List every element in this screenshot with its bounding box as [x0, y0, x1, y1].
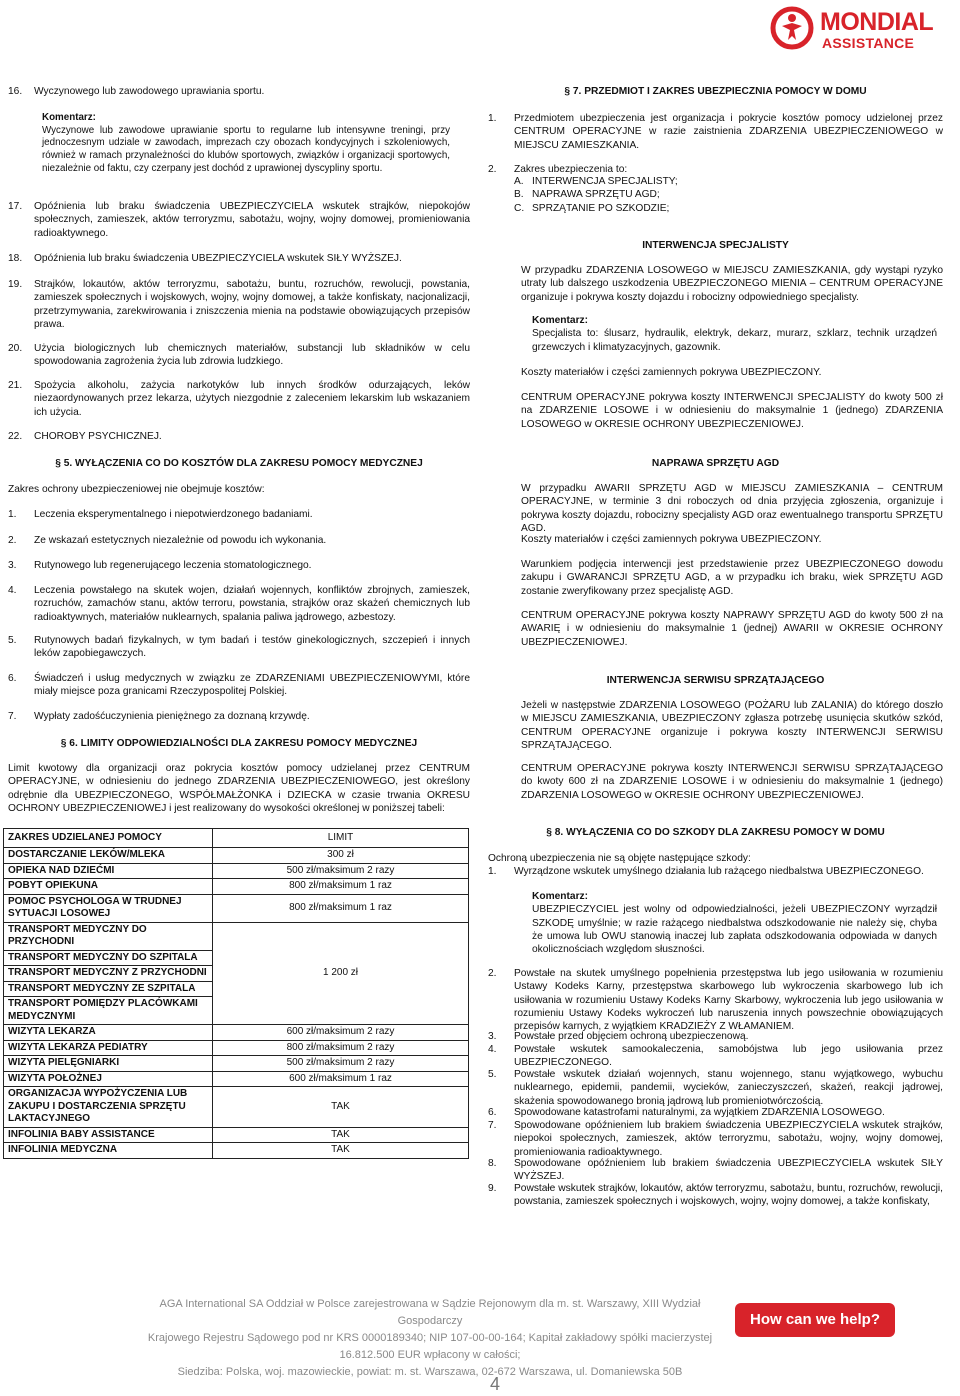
section-6-text: Limit kwotowy dla organizacji oraz pokrycia kosztów pomocy udzielanej przez CENTRUM OPERACYJNE, w odniesieniu do jednego ZDARZENIA UBEZPIECZENIOWEGO, jest określony odrębnie dla UBEZPIECZONEGO, WSPÓŁMAŁŻONKA i DZIECKA w czasie trwania OKRESU OCHRONY UBEZPIECZENIOWEJ i jest realizowany do wysokości określonej w poniższej tabeli: [8, 763, 470, 814]
cleaning-p2: CENTRUM OPERACYJNE pokrywa koszty INTERWENCJI SERWISU SPRZĄTAJĄCEGO do kwoty 600 zł na ZDARZENIE LOSOWE i w odniesieniu do maksymalnie 1 (jednego) ZDARZENIA LOSOWEGO w OKRESIE OCHRONY UBEZPIECZENIOWEJ. [521, 763, 943, 801]
section-7-item: 2. Zakres ubezpieczenia to: [488, 164, 628, 175]
specialist-p3: CENTRUM OPERACYJNE pokrywa koszty INTERWENCJI SPECJALISTY do kwoty 500 zł na ZDARZENIE LOSOWE i w odniesieniu do maksymalnie 1 (jednego) ZDARZENIA LOSOWEGO w OKRESIE OCHRONY UBEZPIECZENIOWEJ. [521, 392, 943, 430]
section-8-item: 4. Powstałe wskutek samookaleczenia, samobójstwa lub jego usiłowania przez UBEZPIECZONEGO. [488, 1044, 943, 1069]
agd-p2: Koszty materiałów i części zamiennych pokrywa UBEZPIECZONY. [521, 534, 822, 545]
section-8-item: 8. Spowodowane opóźnieniem lub brakiem świadczenia UBEZPIECZYCIELA wskutek SIŁY WYŻSZEJ. [488, 1158, 943, 1183]
table-row: WIZYTA POŁOŻNEJ 600 zł/maksimum 1 raz [4, 1071, 469, 1087]
section-5-item: 6. Świadczeń i usług medycznych w związku ze ZDARZENIAMI UBEZPIECZENIOWYMI, które miały miejsce poza granicami Rzeczypospolitej Polskiej. [8, 673, 470, 698]
table-row: WIZYTA LEKARZA PEDIATRY 800 zł/maksimum 2 razy [4, 1040, 469, 1056]
comment-specialist: Komentarz: Specjalista to: ślusarz, hydraulik, elektryk, dekarz, murarz, szklarz, technik urządzeń grzewczych i klimatyzacyjnych, gazownik. [532, 315, 937, 353]
section-7-scope-list: A. INTERWENCJA SPECJALISTY; B. NAPRAWA SPRZĘTU AGD; C. SPRZĄTANIE PO SZKODZIE; [514, 176, 678, 214]
logo-sub: ASSISTANCE [822, 35, 915, 51]
table-row: TRANSPORT POMIĘDZY PLACÓWKAMI MEDYCZNYMI [4, 997, 469, 1025]
agd-p1: W przypadku AWARII SPRZĘTU AGD w MIEJSCU ZAMIESZKANIA – CENTRUM OPERACYJNE, w terminie 3 dni roboczych od dnia przyjęcia zgłoszenia, organizuje i pokrywa koszty dojazdu, robocizny specjalisty AGD oraz ewentualnego transportu SPRZĘTU AGD. [521, 483, 943, 534]
section-8-item: 9. Powstałe wskutek strajków, lokautów, aktów terroryzmu, sabotażu, buntu, rozruchów, rewolucji, powstania, zamieszek społecznych i wojskowych, wojny, wojny domowej, a także konfiskaty, [488, 1183, 943, 1208]
section-8-item: 6. Spowodowane katastrofami naturalnymi, za wyjątkiem ZDARZENIA LOSOWEGO. [488, 1107, 885, 1118]
section-5-title: § 5. WYŁĄCZENIA CO DO KOSZTÓW DLA ZAKRESU POMOCY MEDYCZNEJ [55, 458, 423, 469]
table-header-row [4, 829, 469, 848]
table-header-scope: ZAKRES UDZIELANEJ POMOCY [4, 829, 213, 848]
exclusion-item-16: 16. Wyczynowego lub zawodowego uprawiania sportu. [8, 86, 265, 97]
section-8-item: 7. Spowodowane opóźnieniem lub brakiem świadczenia UBEZPIECZYCIELA wskutek strajków, niepokoi społecznych, zamieszek, aktów terroryzmu, sabotażu, wojny, wojny domowej, promieniowania radioaktywnego. [488, 1120, 943, 1158]
section-5-item: 3. Rutynowego lub regenerującego leczenia stomatologicznego. [8, 560, 312, 571]
table-row: ORGANIZACJA WYPOŻYCZENIA LUB ZAKUPU I DOSTARCZENIA SPRZĘTU LAKTACYJNEGO TAK [4, 1087, 469, 1128]
section-8-item: 2. Powstałe na skutek umyślnego popełnienia przestępstwa lub jego usiłowania w rozumieniu Ustawy Kodeks Karny, przestępstwa skarbowego lub wykroczenia skarbowego lub ich usiłowania w rozumieniu Ustawy Kodeks Karny Skarbowy, wykroczenia lub jego usiłowania w rozumieniu Ustawy Kodeks wykroczeń lub naruszenia innych powszechnie obowiązujących przepisów karnych, z wyjątkiem KRADZIEŻY Z WŁAMANIEM. [488, 968, 943, 1032]
exclusion-item-22: 22. CHOROBY PSYCHICZNEJ. [8, 431, 162, 442]
agd-p4: CENTRUM OPERACYJNE pokrywa koszty NAPRAWY SPRZĘTU AGD do kwoty 500 zł na AWARIĘ i w odniesieniu do maksymalnie 1 (jednej) AWARII w OKRESIE OCHRONY UBEZPIECZENIOWEJ. [521, 610, 943, 648]
page-number: 4 [489, 1374, 500, 1394]
section-8-item: 5. Powstałe wskutek działań wojennych, stanu wojennego, stanu wyjątkowego, wybuchu nuklearnego, epidemii, pandemii, wycieków, zanieczyszczeń, skażeń, reakcji jądrowej, skażenia spowodowanego bronią jądrową lub promieniotwórczością. [488, 1069, 943, 1107]
help-button[interactable]: How can we help? [735, 1303, 895, 1337]
section-5-item: 5. Rutynowych badań fizykalnych, w tym badań i testów ginekologicznych, szczepień i innych leków zapobiegawczych. [8, 635, 470, 660]
section-5-item: 7. Wypłaty zadośćuczynienia pieniężnego za doznaną krzywdę. [8, 711, 310, 722]
table-row: WIZYTA LEKARZA 600 zł/maksimum 2 razy [4, 1025, 469, 1041]
section-8-item: 3. Powstałe przed objęciem ochroną ubezpieczenową. [488, 1031, 749, 1042]
specialist-p1: W przypadku ZDARZENIA LOSOWEGO w MIEJSCU ZAMIESZKANIA, gdy wystąpi ryzyko utraty lub dalszego uszkodzenia UBEZPIECZONEGO MIENIA – CENTRUM OPERACYJNE organizuje i pokrywa koszty dojazdu i robocizny odpowiedniego specjalisty. [521, 265, 943, 303]
table-row: WIZYTA PIELĘGNIARKI 500 zł/maksimum 2 razy [4, 1056, 469, 1072]
table-row: INFOLINIA MEDYCZNA TAK [4, 1143, 469, 1159]
section-8-title: § 8. WYŁĄCZENIA CO DO SZKODY DLA ZAKRESU POMOCY W DOMU [546, 827, 885, 838]
table-row: TRANSPORT MEDYCZNY DO PRZYCHODNI 1 200 zł [4, 922, 469, 950]
legal-footer: AGA International SA Oddział w Polsce zarejestrowana w Sądzie Rejonowym dla m. st. Warszawy, XIII Wydział Gospodarczy Krajowego Rejestru Sądowego pod nr KRS 0000189340; NIP 107-00-00-164; Kapitał zakładowy spółki macierzystej 16.812.500 EUR wpłacony w całości; Siedziba: Polska, woj. mazowieckie, powiat: m. st. Warszawa, 02-672 Warszawa, ul. Domaniewska 50B [147, 1298, 713, 1379]
exclusion-item-18: 18. Opóźnienia lub braku świadczenia UBEZPIECZYCIELA wskutek SIŁY WYŻSZEJ. [8, 253, 402, 264]
table-header-limit: LIMIT [213, 829, 469, 848]
table-row: OPIEKA NAD DZIEĆMI 500 zł/maksimum 2 razy [4, 863, 469, 879]
section-5-item: 4. Leczenia powstałego na skutek wojen, działań wojennych, konfliktów zbrojnych, zamieszek, rozruchów, zamachów stanu, aktów terroru, powstania, strajków oraz skażeń chemicznych lub radioaktywnych, materiałów nuklearnych, spalania paliwa jądrowego, azbestozy. [8, 585, 470, 623]
table-row: DOSTARCZANIE LEKÓW/MLEKA 300 zł [4, 848, 469, 864]
section-8-item: 1. Wyrządzone wskutek umyślnego działania lub rażącego niedbalstwa UBEZPIECZONEGO. [488, 866, 924, 877]
exclusion-item-19: 19. Strajków, lokautów, aktów terroryzmu, sabotażu, buntu, rozruchów, rewolucji, powstania, zamieszek społecznych i wojskowych, wojny, wojny domowej, a także konfiskaty, nacjonalizacji, przetrzymywania, zarekwirowania i zniszczenia mienia na podstawie obowiązujących przepisów prawa. [8, 279, 470, 330]
exclusion-item-21: 21. Spożycia alkoholu, zażycia narkotyków lub innych środków odurzających, leków niezaordynowanych przez lekarza, użytych niezgodnie z zaleceniem lekarskim lub wskazaniem ich użycia. [8, 380, 470, 418]
logo-mark-icon [770, 6, 814, 50]
table-row: POBYT OPIEKUNA 800 zł/maksimum 1 raz [4, 879, 469, 895]
table-row: TRANSPORT MEDYCZNY DO SZPITALA [4, 950, 469, 966]
section-7-title: § 7. PRZEDMIOT I ZAKRES UBEZPIECZNIA POMOCY W DOMU [564, 86, 867, 97]
agd-title: NAPRAWA SPRZĘTU AGD [651, 458, 780, 469]
exclusion-item-20: 20. Użycia biologicznych lub chemicznych materiałów, substancji lub składników w celu spowodowania zagrożenia życia lub zdrowia ludzkiego. [8, 343, 470, 368]
section-5-item: 2. Ze wskazań estetycznych niezależnie od powodu ich wykonania. [8, 535, 327, 546]
cleaning-title: INTERWENCJA SERWISU SPRZĄTAJĄCEGO [606, 675, 825, 686]
limits-table [3, 828, 469, 1159]
exclusion-item-17: 17. Opóźnienia lub braku świadczenia UBEZPIECZYCIELA wskutek strajków, niepokojów społecznych, zamieszek, aktów terroryzmu, sabotażu, wojny, wojny domowej, promieniowania radioaktywnego. [8, 201, 470, 239]
section-8-intro: Ochroną ubezpieczenia nie są objęte następujące szkody: [488, 853, 751, 864]
section-6-title: § 6. LIMITY ODPOWIEDZIALNOŚCI DLA ZAKRESU POMOCY MEDYCZNEJ [60, 738, 418, 749]
comment-intent: Komentarz: UBEZPIECZYCIEL jest wolny od odpowiedzialności, jeżeli UBEZPIECZONY wyrządził SZKODĘ umyślnie; w razie rażącego niedbalstwa odszkodowanie nie należy się, chyba że umowa lub OWU stanowią inaczej lub zapłata odszkodowania odpowiada w danych okolicznościach względom słuszności. [532, 891, 937, 955]
table-row: INFOLINIA BABY ASSISTANCE TAK [4, 1127, 469, 1143]
specialist-p2: Koszty materiałów i części zamiennych pokrywa UBEZPIECZONY. [521, 367, 822, 378]
agd-p3: Warunkiem podjęcia interwencji jest przedstawienie przez UBEZPIECZONEGO dowodu zakupu i GWARANCJI SPRZĘTU AGD, a w przypadku ich braku, wiek SPRZĘTU AGD zostanie zweryfikowany przez specjalistę AGD. [521, 559, 943, 597]
specialist-title: INTERWENCJA SPECJALISTY [642, 240, 789, 251]
mondial-logo [770, 6, 955, 54]
cleaning-p1: Jeżeli w następstwie ZDARZENIA LOSOWEGO (POŻARU lub ZALANIA) do którego doszło w MIEJSCU ZAMIESZKANIA, UBEZPIECZONY zgłasza potrzebę usunięcia skutków szkód, CENTRUM OPERACYJNE organizuje i pokrywa koszty INTERWENCJI SERWISU SPRZĄTAJĄCEGO. [521, 700, 943, 751]
section-5-item: 1. Leczenia eksperymentalnego i niepotwierdzonego badaniami. [8, 509, 313, 520]
comment-sport: Komentarz: Wyczynowe lub zawodowe uprawianie sportu to regularne lub intensywne treningi, przy jednoczesnym udziale w zawodach, imprezach czy obozach kondycyjnych i szkoleniowych, również w ramach przynależności do klubów sportowych, związków i organizacji sportowych, niezależnie od faktu, czy czerpany jest dochód z uprawionej dyscypliny sportu. [42, 112, 450, 174]
section-5-intro: Zakres ochrony ubezpieczeniowej nie obejmuje kosztów: [8, 484, 265, 495]
table-row: POMOC PSYCHOLOGA W TRUDNEJ SYTUACJI LOSOWEJ 800 zł/maksimum 1 raz [4, 894, 469, 922]
logo-brand: MONDIAL [820, 8, 934, 36]
section-7-item: 1. Przedmiotem ubezpieczenia jest organizacja i pokrycie kosztów pomocy udzielonej przez CENTRUM OPERACYJNE w razie zaistnienia ZDARZENIA UBEZPIECZENIOWEGO w MIEJSCU ZAMIESZKANIA. [488, 113, 943, 151]
table-row: TRANSPORT MEDYCZNY Z PRZYCHODNI [4, 966, 469, 982]
table-row: TRANSPORT MEDYCZNY ZE SZPITALA [4, 981, 469, 997]
